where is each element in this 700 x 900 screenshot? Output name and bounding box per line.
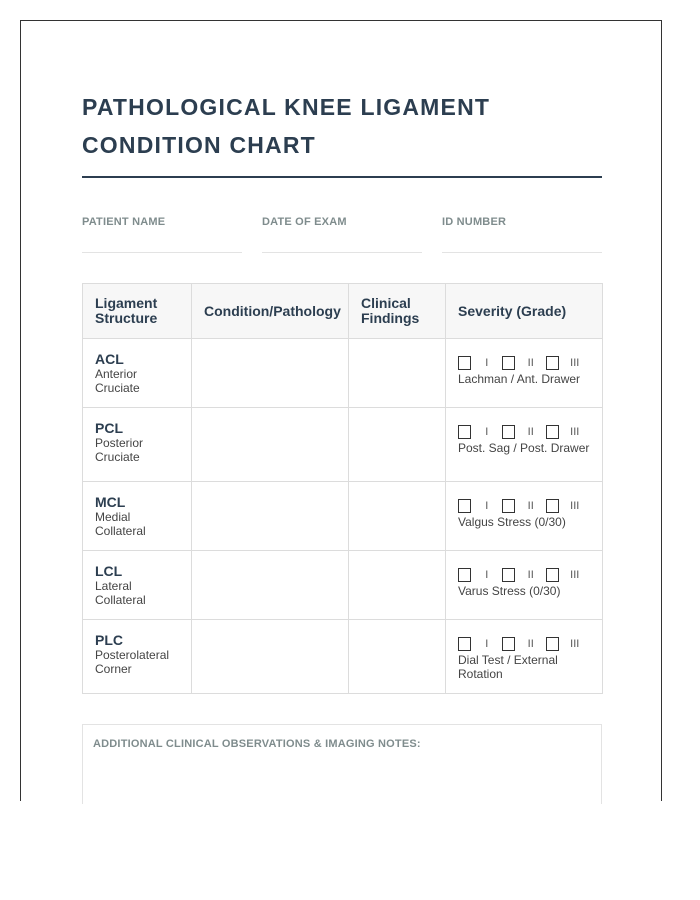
notes-label: ADDITIONAL CLINICAL OBSERVATIONS & IMAGING NOTES:: [93, 738, 421, 750]
ligament-name: Medial Collateral: [95, 510, 146, 538]
severity-cell: [446, 482, 603, 551]
ligament-name: Anterior Cruciate: [95, 367, 140, 395]
grade-3-label: III: [570, 638, 580, 650]
header-condition-pathology: Condition/Pathology: [192, 284, 349, 339]
table-row: [83, 408, 603, 482]
severity-cell: [446, 551, 603, 620]
grade-1-checkbox[interactable]: [458, 356, 471, 370]
id-number-field: [442, 216, 602, 253]
ligament-table: [82, 283, 603, 694]
grade-3-checkbox[interactable]: [546, 568, 559, 582]
grade-1-checkbox[interactable]: [458, 568, 471, 582]
date-of-exam-label: DATE OF EXAM: [262, 216, 347, 228]
ligament-cell: [83, 482, 192, 551]
grade-3-label: III: [570, 500, 580, 512]
severity-cell: [446, 339, 603, 408]
clinical-test-label: Valgus Stress (0/30): [458, 515, 566, 529]
ligament-cell: [83, 339, 192, 408]
table-row: [83, 551, 603, 620]
grade-1-label: I: [485, 638, 489, 650]
table-row: [83, 620, 603, 694]
findings-cell[interactable]: [349, 620, 446, 694]
grade-3-label: III: [570, 569, 580, 581]
header-ligament-structure: Ligament Structure: [83, 284, 192, 339]
date-of-exam-input[interactable]: [262, 252, 422, 253]
grade-2-label: II: [527, 357, 534, 369]
grade-3-label: III: [570, 426, 580, 438]
grade-3-checkbox[interactable]: [546, 356, 559, 370]
clinical-test-label: Varus Stress (0/30): [458, 584, 561, 598]
grade-2-checkbox[interactable]: [502, 499, 515, 513]
grade-1-label: I: [485, 426, 489, 438]
clinical-test-label: Lachman / Ant. Drawer: [458, 372, 581, 386]
ligament-abbr: LCL: [95, 563, 123, 579]
grade-3-checkbox[interactable]: [546, 425, 559, 439]
findings-cell[interactable]: [349, 339, 446, 408]
header-clinical-findings: Clinical Findings: [349, 284, 446, 339]
grade-2-label: II: [527, 638, 534, 650]
chart-sheet: [20, 20, 662, 801]
condition-cell[interactable]: [192, 408, 349, 482]
ligament-cell: [83, 551, 192, 620]
grade-3-checkbox[interactable]: [546, 499, 559, 513]
severity-cell: [446, 408, 603, 482]
clinical-test-label: Dial Test / External Rotation: [458, 653, 558, 681]
ligament-abbr: ACL: [95, 351, 124, 367]
grade-1-checkbox[interactable]: [458, 425, 471, 439]
grade-3-label: III: [570, 357, 580, 369]
ligament-cell: [83, 408, 192, 482]
table-row: [83, 482, 603, 551]
ligament-name: Lateral Collateral: [95, 579, 146, 607]
ligament-abbr: PCL: [95, 420, 123, 436]
ligament-cell: [83, 620, 192, 694]
ligament-abbr: PLC: [95, 632, 123, 648]
grade-1-label: I: [485, 500, 489, 512]
condition-cell[interactable]: [192, 551, 349, 620]
grade-2-label: II: [527, 426, 534, 438]
id-number-label: ID NUMBER: [442, 216, 507, 228]
grade-2-label: II: [527, 500, 534, 512]
grade-1-checkbox[interactable]: [458, 637, 471, 651]
grade-1-label: I: [485, 569, 489, 581]
patient-name-field: [82, 216, 242, 253]
date-of-exam-field: [262, 216, 422, 253]
grade-options: [458, 425, 590, 439]
table-row: [83, 339, 603, 408]
grade-3-checkbox[interactable]: [546, 637, 559, 651]
page-title: PATHOLOGICAL KNEE LIGAMENT CONDITION CHART: [82, 94, 491, 158]
chart-content: [82, 88, 602, 804]
findings-cell[interactable]: [349, 551, 446, 620]
title-divider: [82, 176, 602, 178]
ligament-name: Posterolateral Corner: [95, 648, 170, 676]
patient-name-input[interactable]: [82, 252, 242, 253]
condition-cell[interactable]: [192, 620, 349, 694]
severity-cell: [446, 620, 603, 694]
clinical-test-label: Post. Sag / Post. Drawer: [458, 441, 590, 455]
findings-cell[interactable]: [349, 408, 446, 482]
grade-options: [458, 637, 590, 651]
grade-options: [458, 568, 590, 582]
grade-2-label: II: [527, 569, 534, 581]
grade-2-checkbox[interactable]: [502, 568, 515, 582]
condition-cell[interactable]: [192, 339, 349, 408]
notes-box[interactable]: [82, 724, 602, 804]
id-number-input[interactable]: [442, 252, 602, 253]
grade-2-checkbox[interactable]: [502, 356, 515, 370]
grade-options: [458, 499, 590, 513]
ligament-abbr: MCL: [95, 494, 126, 510]
table-header-row: [83, 284, 603, 339]
findings-cell[interactable]: [349, 482, 446, 551]
grade-1-checkbox[interactable]: [458, 499, 471, 513]
grade-options: [458, 356, 590, 370]
header-severity-grade: Severity (Grade): [446, 284, 603, 339]
grade-2-checkbox[interactable]: [502, 425, 515, 439]
grade-2-checkbox[interactable]: [502, 637, 515, 651]
condition-cell[interactable]: [192, 482, 349, 551]
patient-name-label: PATIENT NAME: [82, 216, 166, 228]
patient-info-fields: [82, 216, 602, 253]
grade-1-label: I: [485, 357, 489, 369]
ligament-name: Posterior Cruciate: [95, 436, 144, 464]
